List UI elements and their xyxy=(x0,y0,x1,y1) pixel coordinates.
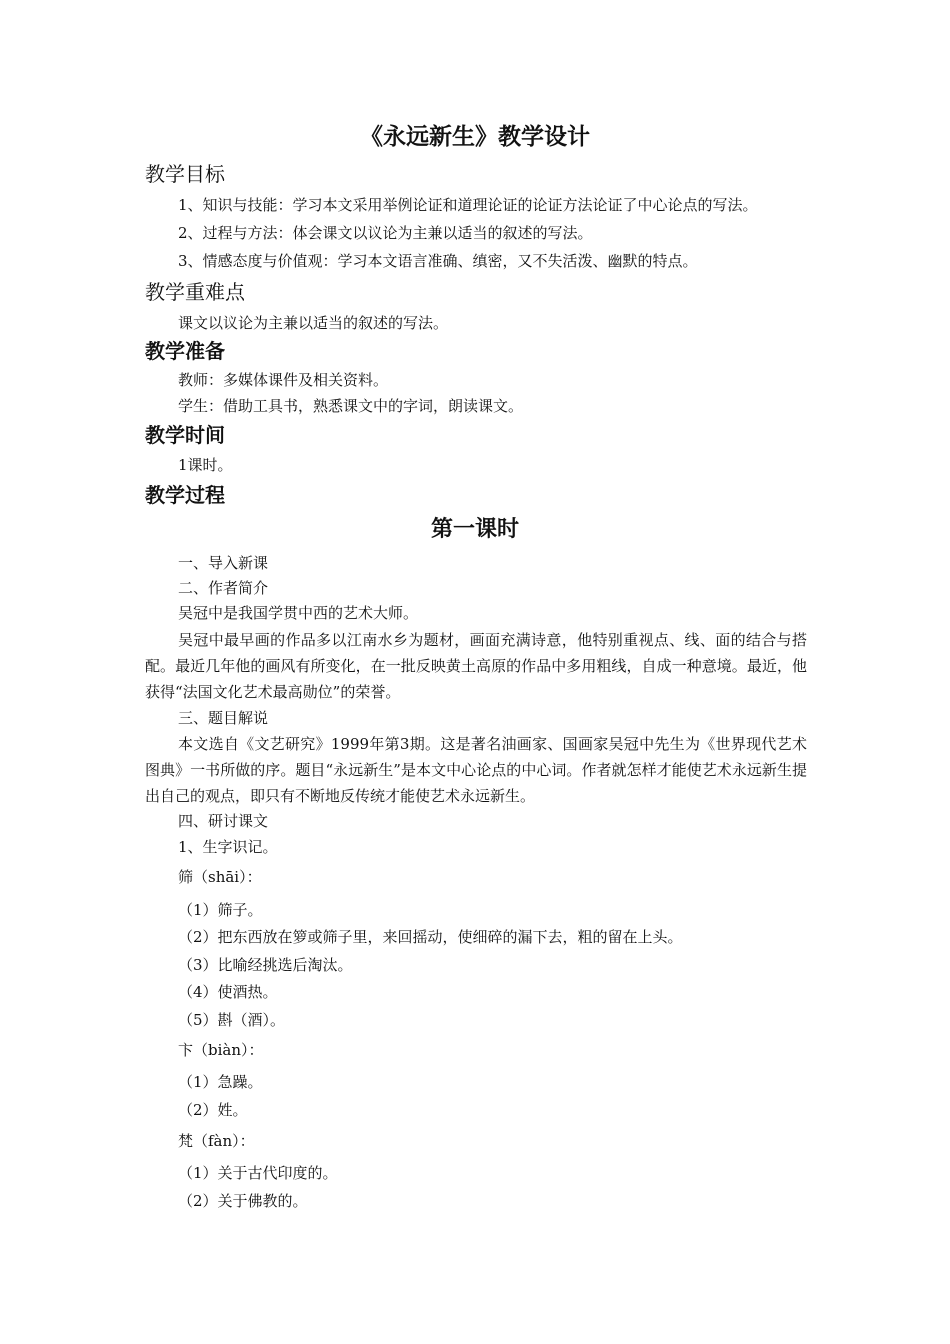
section-heading-goals: 教学目标 xyxy=(145,162,225,186)
preparation-teacher: 教师：多媒体课件及相关资料。 xyxy=(178,371,389,389)
lesson-title: 第一课时 xyxy=(430,517,519,542)
word-def: （1）急躁。 xyxy=(178,1073,263,1091)
word-def: （1）关于古代印度的。 xyxy=(178,1164,338,1182)
word-def: （5）斟（酒）。 xyxy=(178,1011,286,1029)
goal-item-3: 3、情感态度与价值观：学习本文语言准确、缜密，又不失活泼、幽默的特点。 xyxy=(178,252,698,270)
key-points-text: 课文以议论为主兼以适当的叙述的写法。 xyxy=(178,314,449,332)
word-def: （3）比喻经挑选后淘汰。 xyxy=(178,956,353,974)
word-head-fan: 梵（fàn）： xyxy=(178,1132,255,1150)
section-heading-key-points: 教学重难点 xyxy=(145,280,245,304)
step-intro: 一、导入新课 xyxy=(178,554,269,572)
title-explanation-paragraph: 本文选自《文艺研究》1999年第3期。这是著名油画家、国画家吴冠中先生为《世界现代艺术图典》一书所做的序。题目“永远新生”是本文中心论点的中心词。作者就怎样才能使艺术永远新生提出自己的观点，即只有不断地反传统才能使艺术永远新生。 xyxy=(145,735,807,805)
author-paragraph-1: 吴冠中是我国学贯中西的艺术大师。 xyxy=(178,604,419,622)
vocab-heading: 1、生字识记。 xyxy=(178,838,278,856)
word-def: （4）使酒热。 xyxy=(178,983,278,1001)
step-title-explanation: 三、题目解说 xyxy=(178,709,269,727)
word-def: （2）关于佛教的。 xyxy=(178,1192,308,1210)
goal-item-1: 1、知识与技能：学习本文采用举例论证和道理论证的论证方法论证了中心论点的写法。 xyxy=(178,196,758,214)
word-def: （2）姓。 xyxy=(178,1101,248,1119)
word-head-shai: 筛（shāi）： xyxy=(178,868,262,886)
author-paragraph-2: 吴冠中最早画的作品多以江南水乡为题材，画面充满诗意，他特别重视点、线、面的结合与搭配。最近几年他的画风有所变化，在一批反映黄土高原的作品中多用粗线，自成一种意境。最近，他获得“法国文化艺术最高勋位”的荣誉。 xyxy=(145,631,807,701)
goal-item-2: 2、过程与方法：体会课文以议论为主兼以适当的叙述的写法。 xyxy=(178,224,593,242)
word-def: （1）筛子。 xyxy=(178,901,263,919)
section-heading-time: 教学时间 xyxy=(145,423,225,447)
time-text: 1课时。 xyxy=(178,456,233,474)
word-head-bian: 卞（biàn）： xyxy=(178,1041,264,1059)
word-def: （2）把东西放在箩或筛子里，来回摇动，使细碎的漏下去，粗的留在上头。 xyxy=(178,928,683,946)
document-title: 《永远新生》教学设计 xyxy=(360,124,590,150)
step-author: 二、作者简介 xyxy=(178,579,269,597)
section-heading-process: 教学过程 xyxy=(145,483,225,507)
section-heading-preparation: 教学准备 xyxy=(145,339,225,363)
step-text-study: 四、研讨课文 xyxy=(178,812,269,830)
preparation-student: 学生：借助工具书，熟悉课文中的字词，朗读课文。 xyxy=(178,397,524,415)
